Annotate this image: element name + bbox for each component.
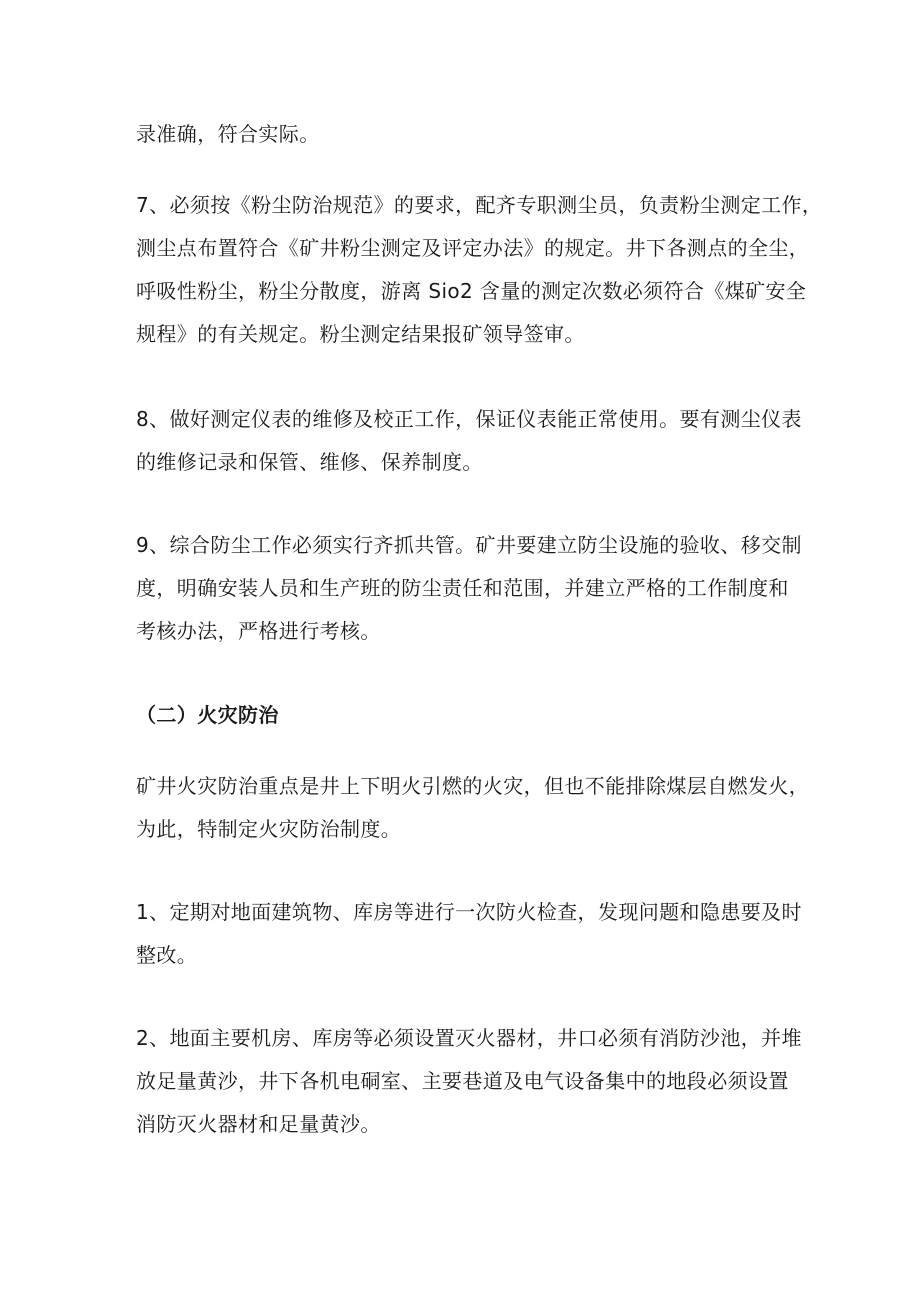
paragraph-item-7 [136,184,823,356]
text-line: 规程》的有关规定。粉尘测定结果报矿领导签审。 [136,322,585,346]
text-line: 测尘点布置符合《矿井粉尘测定及评定办法》的规定。井下各测点的全尘， [136,236,810,260]
text-line: 呼吸性粉尘，粉尘分散度，游离 Sio2 含量的测定次数必须符合《煤矿安全 [136,279,807,303]
text-line: 度，明确安装人员和生产班的防尘责任和范围，并建立严格的工作制度和 [136,576,789,600]
text-line: 7、必须按《粉尘防治规范》的要求，配齐专职测尘员，负责粉尘测定工作， [136,193,823,217]
text-line: 为此，特制定火灾防治制度。 [136,817,402,841]
text-line: 8、做好测定仪表的维修及校正工作，保证仪表能正常使用。要有测尘仪表 [136,407,802,431]
paragraph-fire-item-2 [136,1017,802,1146]
text-line: 2、地面主要机房、库房等必须设置灭火器材，井口必须有消防沙池，并堆 [136,1026,802,1050]
text-line: 矿井火灾防治重点是井上下明火引燃的火灾，但也不能排除煤层自燃发火， [136,774,810,798]
text-line: 录准确，符合实际。 [136,122,320,146]
text-line: 消防灭火器材和足量黄沙。 [136,1112,381,1136]
text-line: 的维修记录和保管、维修、保养制度。 [136,450,483,474]
paragraph-fire-item-1 [136,891,802,977]
paragraph-fire-intro [136,765,810,851]
paragraph-item-9 [136,524,802,653]
section-heading-fire-prevention [136,694,796,737]
paragraph-item-8 [136,398,802,484]
paragraph-continuation [136,113,796,156]
text-line: 1、定期对地面建筑物、库房等进行一次防火检查，发现问题和隐患要及时 [136,900,802,924]
text-line: 9、综合防尘工作必须实行齐抓共管。矿井要建立防尘设施的验收、移交制 [136,533,802,557]
text-line: 整改。 [136,943,198,967]
heading-text: （二）火灾防治 [136,703,279,727]
text-line: 考核办法，严格进行考核。 [136,619,381,643]
text-line: 放足量黄沙，井下各机电硐室、主要巷道及电气设备集中的地段必须设置 [136,1069,789,1093]
